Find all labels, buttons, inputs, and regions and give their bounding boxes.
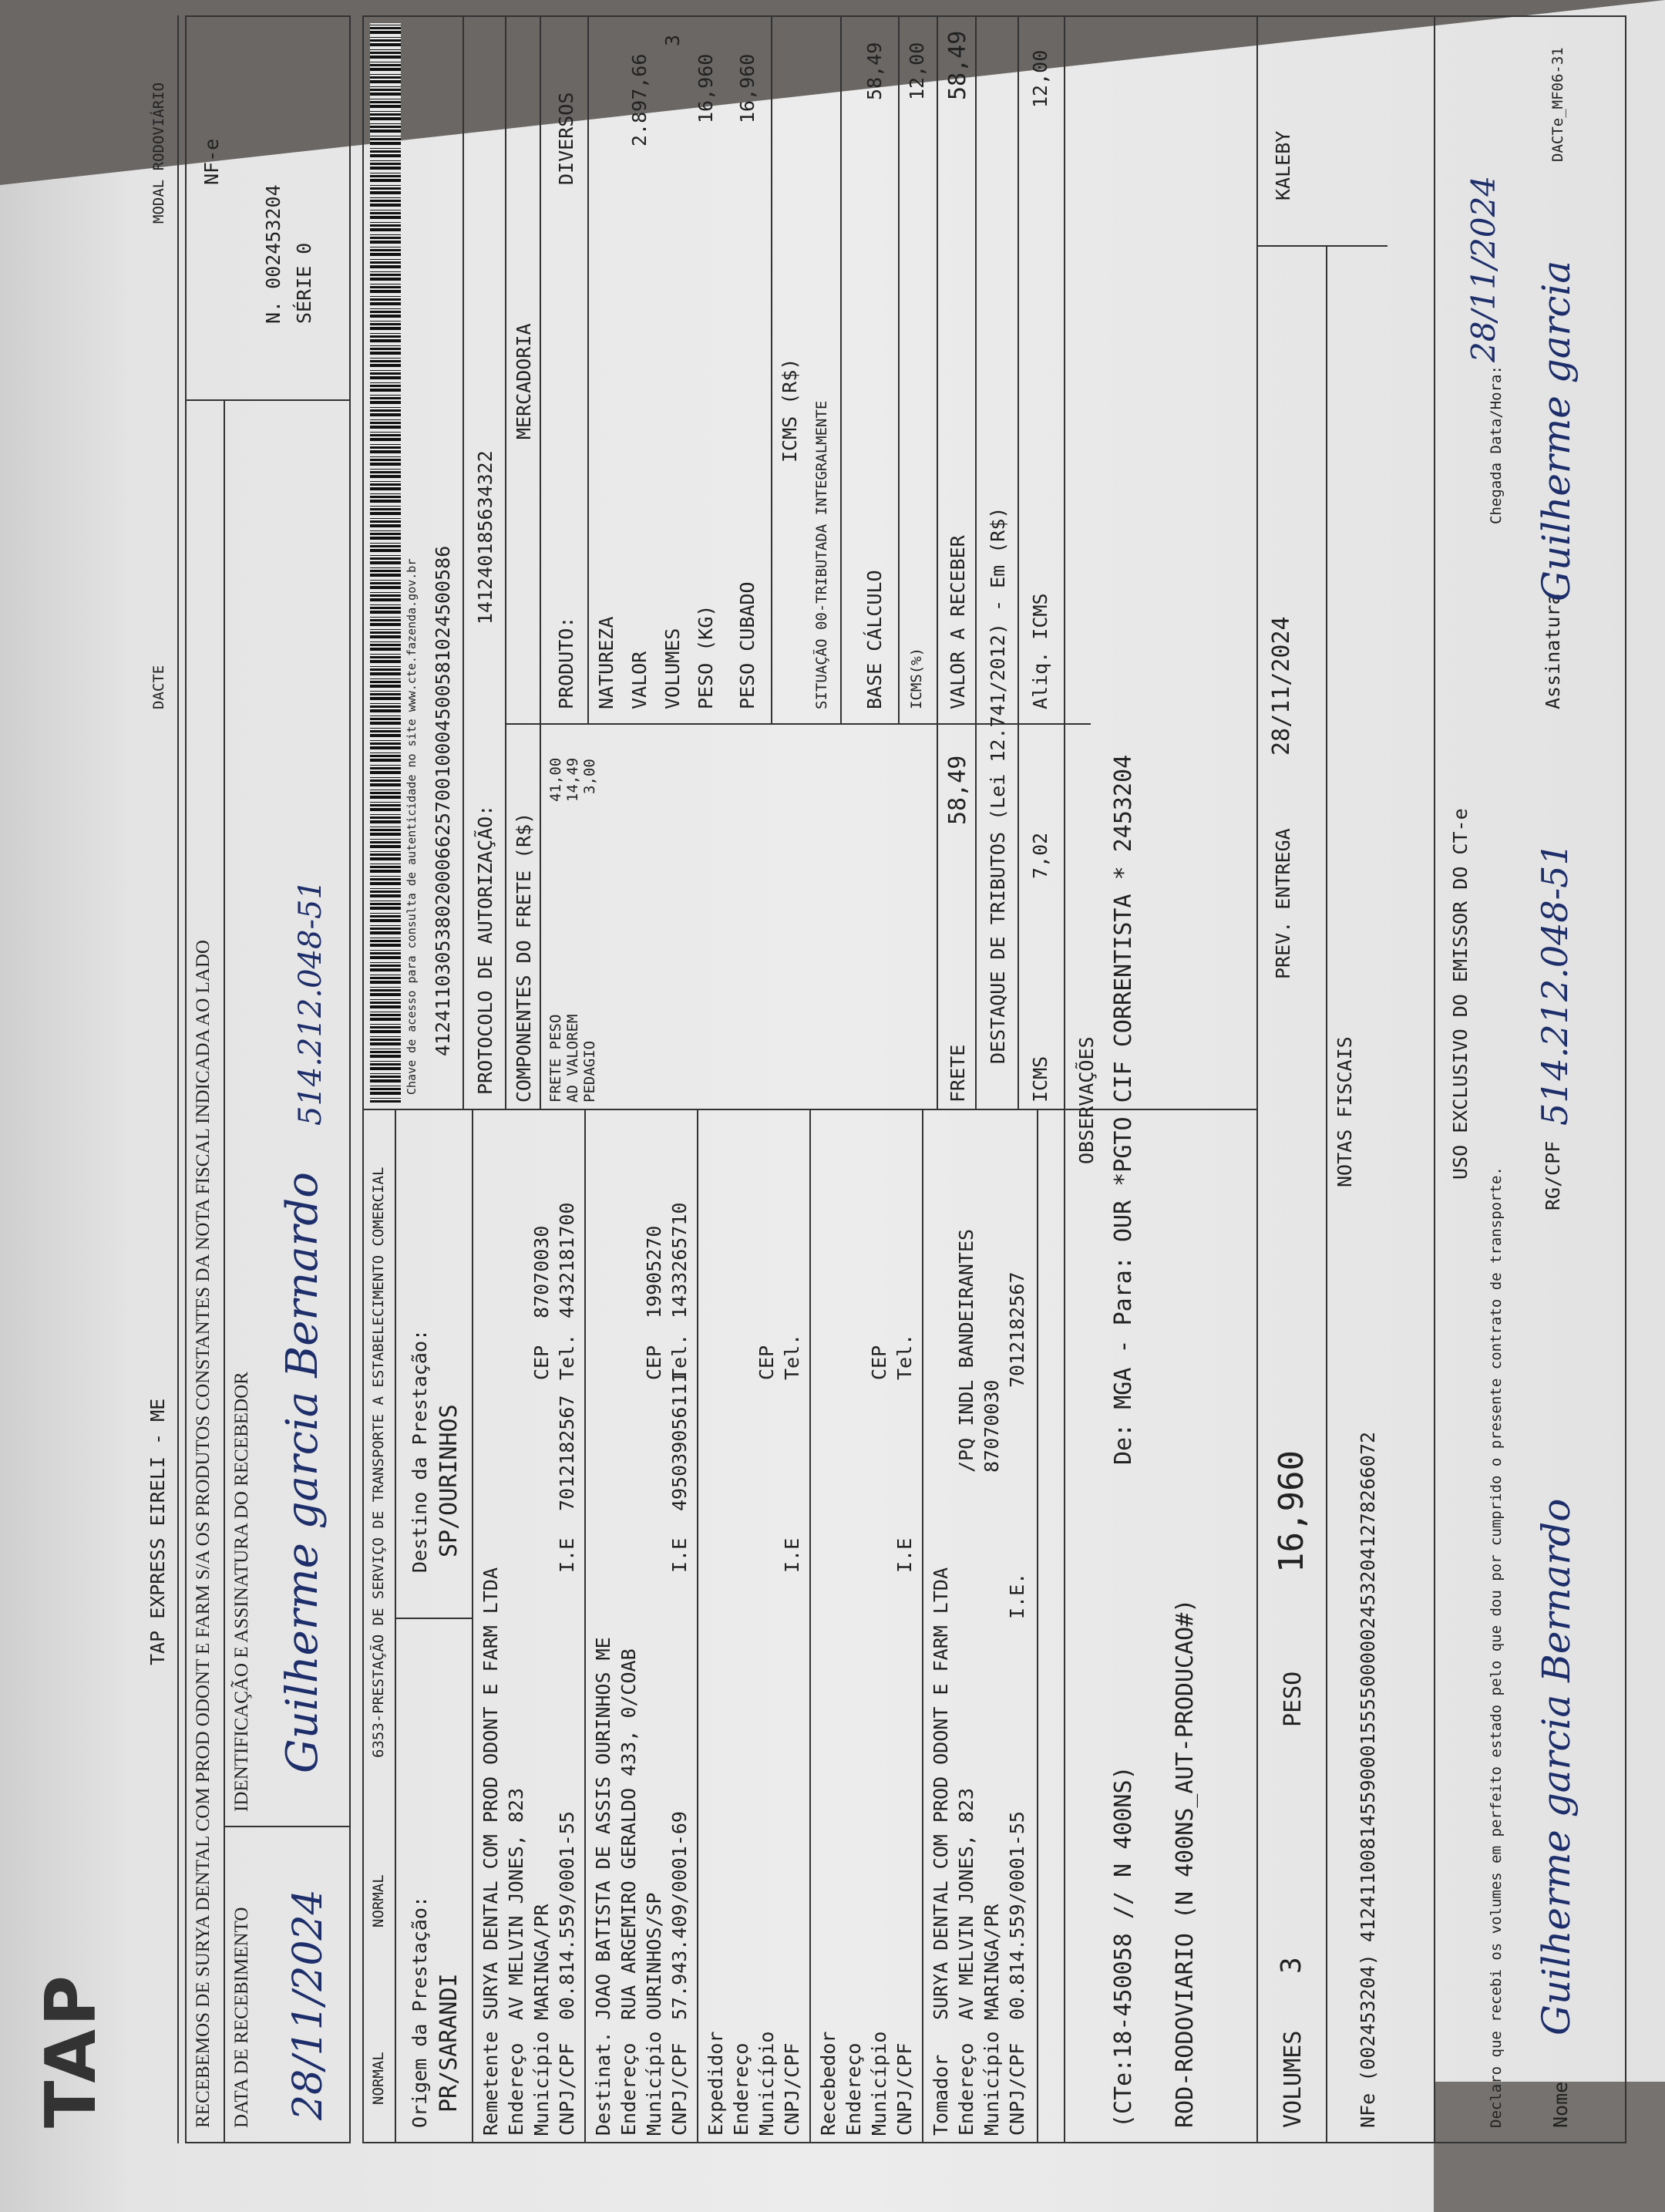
icms-situacao: SITUAÇÃO 00-TRIBUTADA INTEGRALMENTE <box>813 400 830 709</box>
cubado-value: 16,960 <box>736 53 758 123</box>
key-label: Chave de acesso para consulta de autenticidade no site www.cte.fazenda.gov.br <box>405 558 419 1095</box>
natureza-label: NATUREZA <box>595 616 617 709</box>
footer-declaro: Declaro que recebi os volumes em perfeito estado pelo que dou por cumprido o presente contrato de transporte. <box>1488 1167 1505 2128</box>
obs-line2: ROD-RODOVIARIO (N 400NS_AUT-PRODUCAO#) <box>1172 1598 1199 2128</box>
footer-assinatura-value: Guilherme garcia <box>1534 260 1579 601</box>
remetente-mun: MARINGA/PR <box>530 1904 553 2020</box>
aliq-label: ICMS(%) <box>908 647 925 709</box>
destinatario-cep: 19905270 <box>643 1225 665 1318</box>
icms-title: ICMS (R$) <box>779 358 801 463</box>
receipt-date-value: 28/11/2024 <box>285 1889 331 2120</box>
footer-nome-value: Guilherme garcia Bernardo <box>1534 1498 1579 2035</box>
icms-situacao-divider <box>840 15 842 725</box>
components-header-divider <box>540 15 541 1110</box>
remetente-cnpj: 00.814.559/0001-55 <box>556 1811 578 2020</box>
destinatario-cep-label: CEP <box>643 1345 665 1380</box>
receipt-divider <box>224 401 225 2143</box>
peso-value: 16,960 <box>695 53 717 123</box>
tomador-cnpj-label: CNPJ/CPF <box>1006 2042 1028 2136</box>
tributos-aliq-label: Aliq. ICMS <box>1029 593 1051 709</box>
destinatario-name: JOAO BATISTA DE ASSIS OURINHOS ME <box>592 1637 614 2020</box>
summary-prev-label: PREV. ENTREGA <box>1272 828 1294 979</box>
obs-line1-a: (CTe:18-450058 // N 400NS) <box>1110 1766 1137 2128</box>
tributos-icms-label: ICMS <box>1029 1055 1051 1103</box>
dacte-label: DACTE <box>150 665 167 709</box>
nfe-number: N. 002453204 <box>262 184 284 324</box>
footer-form: DACTe_MF06-31 <box>1549 47 1566 162</box>
base-label: BASE CÁLCULO <box>863 570 886 709</box>
expedidor-divider <box>809 1110 811 2143</box>
summary-prev-value: 28/11/2024 <box>1268 616 1295 756</box>
tributos-icms-value: 7,02 <box>1029 832 1051 879</box>
obs-divider <box>1256 15 1258 2143</box>
nfe-serie: SÉRIE 0 <box>293 242 315 324</box>
destinatario-cnpj: 57.943.409/0001-69 <box>668 1811 691 2020</box>
recebedor-label: Recebedor <box>817 2031 839 2136</box>
company-logo: TAP <box>31 1971 112 2128</box>
frete-value: 58,49 <box>944 755 971 825</box>
tomador-label: Tomador <box>930 2054 952 2136</box>
recebedor-cep-label: CEP <box>868 1345 890 1380</box>
tomador-mun-label: Município <box>980 2031 1003 2136</box>
remetente-divider <box>584 1110 586 2143</box>
receipt-id-label: IDENTIFICAÇÃO E ASSINATURA DO RECEBEDOR <box>231 1372 252 1812</box>
footer-nome-label: Nome <box>1549 2081 1572 2128</box>
destinatario-cnpj-label: CNPJ/CPF <box>668 2042 691 2136</box>
volumes-label: VOLUMES <box>661 628 684 709</box>
base-divider <box>898 15 900 725</box>
cubado-label: PESO CUBADO <box>736 581 758 709</box>
footer-assinatura-label: Assinatura <box>1542 593 1564 709</box>
key-divider <box>462 15 464 1110</box>
company-name: TAP EXPRESS EIRELI - ME <box>146 1398 169 1665</box>
remetente-ie: 7012182567 <box>556 1395 578 1511</box>
obs-line1-b: De: MGA - Para: OUR *PGTO CIF CORRENTISTA * 2453204 <box>1110 754 1137 1465</box>
recebedor-cnpj-label: CNPJ/CPF <box>893 2042 916 2136</box>
cfop-label: 6353-PRESTAÇÃO DE SERVIÇO DE TRANSPORTE A ESTABELECIMENTO COMERCIAL <box>370 1167 387 1758</box>
protocol-value: 141240185634322 <box>474 450 496 625</box>
expedidor-ie-label: I.E <box>781 1537 803 1573</box>
expedidor-end-label: Endereço <box>730 2042 752 2136</box>
footer-rg-value: 514.212.048-51 <box>1534 843 1576 1126</box>
tomador-end: AV MELVIN JONES, 823 <box>955 1787 977 2020</box>
destinatario-label: Destinat. <box>592 2031 614 2136</box>
footer-rg-label: RG/CPF <box>1542 1140 1564 1210</box>
route-divider <box>472 1110 473 2143</box>
tributos-aliq-value: 12,00 <box>1029 49 1051 108</box>
tributos-title: DESTAQUE DE TRIBUTOS (Lei 12.741/2012) - Em (R$) <box>987 507 1009 1064</box>
volumes-value: 3 <box>661 34 684 46</box>
destinatario-mun-label: Município <box>643 2031 665 2136</box>
destinatario-end: RUA ARGEMIRO GERALDO 433, 0/COAB <box>617 1648 640 2020</box>
tomador-end-label: Endereço <box>955 2042 977 2136</box>
expedidor-tel-label: Tel. <box>781 1333 803 1380</box>
component-item-value: 14,49 <box>564 757 581 802</box>
remetente-mun-label: Município <box>530 2031 553 2136</box>
summary-volumes-label: VOLUMES <box>1280 2030 1307 2128</box>
valor-value: 2.897,66 <box>628 53 651 146</box>
key-value: 41241103053802000662570010004500581024500586 <box>432 545 454 1056</box>
tomador-ie: 7012182567 <box>1006 1271 1028 1388</box>
remetente-end: AV MELVIN JONES, 823 <box>505 1787 527 2020</box>
remetente-cnpj-label: CNPJ/CPF <box>556 2042 578 2136</box>
footer-chegada-value: 28/11/2024 <box>1465 175 1502 362</box>
summary-vline <box>1256 245 1388 247</box>
notas-nfe: NFe (002453204) 41241100814559000155550000024532041278266072 <box>1357 1431 1379 2128</box>
remetente-name: SURYA DENTAL COM PROD ODONT E FARM LTDA <box>479 1567 502 2020</box>
recebedor-divider <box>922 1110 923 2143</box>
protocol-label: PROTOCOLO DE AUTORIZAÇÃO: <box>474 804 496 1095</box>
tomador-cep: 87070030 <box>980 1379 1003 1473</box>
mercadoria-title: MERCADORIA <box>513 323 535 439</box>
destinatario-mun: OURINHOS/SP <box>643 1892 665 2020</box>
tag-normal-2: NORMAL <box>370 1874 387 1928</box>
summary-peso-label: PESO <box>1280 1671 1307 1727</box>
expedidor-cep-label: CEP <box>755 1345 778 1380</box>
component-item-value: 41,00 <box>547 757 564 802</box>
receipt-nfe-divider <box>185 399 351 401</box>
remetente-ie-label: I.E <box>556 1537 578 1573</box>
frete-top-divider <box>937 15 938 1110</box>
route-vline <box>395 1618 472 1619</box>
modal-label: MODAL RODOVIÁRIO <box>150 82 167 224</box>
tomador-name: SURYA DENTAL COM PROD ODONT E FARM LTDA <box>930 1567 952 2020</box>
receipt-vdivider <box>224 1826 351 1827</box>
peso-label: PESO (KG) <box>695 604 717 709</box>
tomador-ie-label: I.E. <box>1006 1572 1028 1619</box>
tomador-mun: MARINGA/PR <box>980 1904 1003 2020</box>
expedidor-cnpj-label: CNPJ/CPF <box>781 2042 803 2136</box>
frete-bottom-divider <box>975 15 977 1110</box>
destinatario-divider <box>697 1110 698 2143</box>
valor-label: VALOR <box>628 651 651 709</box>
tributos-divider <box>1018 15 1019 1110</box>
produto-divider <box>587 15 589 725</box>
remetente-cep-label: CEP <box>530 1345 553 1380</box>
component-item-value: 3,00 <box>581 759 598 794</box>
receipt-date-label: DATA DE RECEBIMENTO <box>231 1907 252 2128</box>
summary-peso-value: 16,960 <box>1272 1450 1311 1573</box>
obs-title: OBSERVAÇÕES <box>1075 1036 1098 1164</box>
receber-label: VALOR A RECEBER <box>947 535 969 709</box>
header-line <box>177 15 179 2143</box>
remetente-label: Remetente <box>479 2031 502 2136</box>
cte-barcode <box>370 23 401 1103</box>
nfe-label: NF-e <box>200 138 223 185</box>
remetente-end-label: Endereço <box>505 2042 527 2136</box>
remetente-cep: 87070030 <box>530 1225 553 1318</box>
destinatario-end-label: Endereço <box>617 2042 640 2136</box>
base-value: 58,49 <box>863 42 886 100</box>
component-item-name: PEDAGIO <box>581 1040 598 1103</box>
summary-kaleby: KALEBY <box>1272 130 1294 200</box>
destinatario-ie: 495039056111 <box>668 1372 691 1511</box>
components-title: COMPONENTES DO FRETE (R$) <box>513 812 535 1103</box>
mercadoria-divider <box>771 15 772 725</box>
tags-divider <box>395 1110 396 2143</box>
destinatario-tel-label: Tel. <box>668 1333 691 1380</box>
receber-value: 58,49 <box>944 30 971 100</box>
recebedor-tel-label: Tel. <box>893 1333 916 1380</box>
notas-divider <box>1434 15 1435 2143</box>
footer-chegada-label: Chegada Data/Hora: <box>1488 365 1505 524</box>
destinatario-ie-label: I.E <box>668 1537 691 1573</box>
aliq-value: 12,00 <box>906 42 928 100</box>
recebedor-ie-label: I.E <box>893 1537 916 1573</box>
origin-value: PR/SARANDI <box>436 1973 462 2113</box>
component-item-name: AD VALOREM <box>564 1014 581 1103</box>
origin-label: Origem da Prestação: <box>409 1895 431 2128</box>
receipt-signature: Guilherme garcia Bernardo <box>278 1172 328 1773</box>
expedidor-mun-label: Município <box>755 2031 778 2136</box>
recebedor-mun-label: Município <box>868 2031 890 2136</box>
dest-label: Destino da Prestação: <box>409 1328 431 1573</box>
recebedor-end-label: Endereço <box>843 2042 865 2136</box>
tributos-bottom-divider <box>1064 15 1065 2143</box>
protocol-divider <box>505 15 506 1110</box>
summary-volumes-value: 3 <box>1276 1957 1307 1974</box>
frete-label: FRETE <box>947 1044 969 1103</box>
summary-divider <box>1326 247 1327 2143</box>
component-item-name: FRETE PESO <box>547 1014 564 1103</box>
remetente-tel: 4432181700 <box>556 1202 578 1318</box>
receipt-id-handwritten: 514.212.048-51 <box>293 880 328 1126</box>
tomador-divider <box>1037 1110 1038 2143</box>
produto-value: DIVERSOS <box>555 92 577 185</box>
expedidor-label: Expedidor <box>705 2031 727 2136</box>
tomador-bairro: /PQ INDL BANDEIRANTES <box>955 1228 977 1473</box>
produto-label: PRODUTO: <box>555 616 577 709</box>
receipt-statement: RECEBEMOS DE SURYA DENTAL COM PROD ODONT E FARM S/A OS PRODUTOS CONSTANTES DA NOTA FISCAL INDICADA AO LADO <box>193 940 214 2128</box>
dest-value: SP/OURINHOS <box>436 1404 462 1557</box>
footer-uso: USO EXCLUSIVO DO EMISSOR DO CT-e <box>1449 808 1472 1180</box>
tomador-cnpj: 00.814.559/0001-55 <box>1006 1811 1028 2020</box>
tag-normal-1: NORMAL <box>370 2052 387 2105</box>
remetente-tel-label: Tel. <box>556 1333 578 1380</box>
notas-title: NOTAS FISCAIS <box>1334 1036 1356 1187</box>
destinatario-tel: 1433265710 <box>668 1202 691 1318</box>
